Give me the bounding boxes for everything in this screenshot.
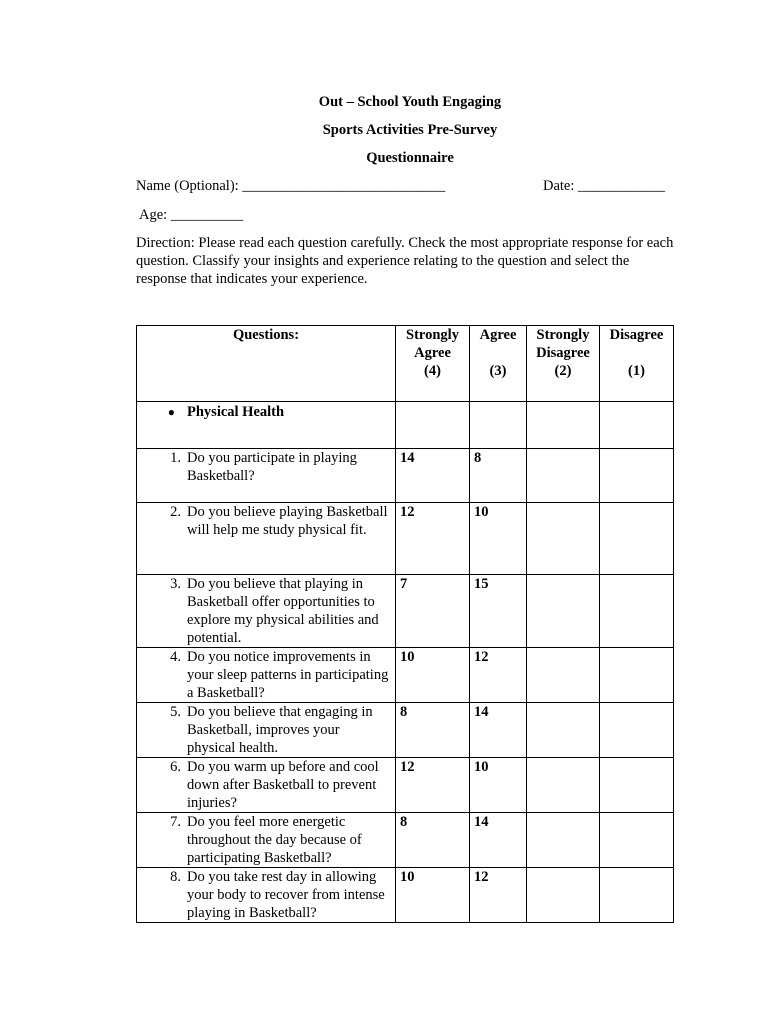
table-row bbox=[137, 575, 674, 648]
section-title: Physical Health bbox=[187, 404, 285, 420]
question-text: Do you feel more energetic throughout the day because of participating Basketball? bbox=[187, 814, 362, 866]
cell-strongly-agree: 8 bbox=[396, 703, 470, 758]
cell-strongly-agree: 10 bbox=[396, 868, 470, 923]
question-number: 3. bbox=[170, 576, 181, 592]
cell-disagree bbox=[600, 503, 674, 575]
cell-strongly-disagree bbox=[527, 703, 600, 758]
cell-strongly-disagree bbox=[527, 648, 600, 703]
table-cell bbox=[470, 402, 527, 449]
table-header-row bbox=[137, 326, 674, 402]
cell-strongly-agree: 10 bbox=[396, 648, 470, 703]
cell-strongly-disagree bbox=[527, 449, 600, 503]
title-line-2: Sports Activities Pre-Survey bbox=[322, 122, 498, 138]
age-field-label: Age: __________ bbox=[139, 207, 244, 223]
table-cell bbox=[527, 402, 600, 449]
name-field-label: Name (Optional): ____________________________ bbox=[136, 178, 446, 194]
title-line-1: Out – School Youth Engaging bbox=[318, 94, 502, 110]
cell-disagree bbox=[600, 703, 674, 758]
table-row bbox=[137, 503, 674, 575]
question-number: 7. bbox=[170, 814, 181, 830]
cell-strongly-disagree bbox=[527, 758, 600, 813]
cell-disagree bbox=[600, 758, 674, 813]
header-disagree: Disagree (1) bbox=[600, 326, 674, 402]
question-text: Do you believe that playing in Basketball offer opportunities to explore my physical abilities and potential. bbox=[187, 576, 379, 646]
section-row bbox=[137, 402, 674, 449]
cell-disagree bbox=[600, 449, 674, 503]
cell-disagree bbox=[600, 813, 674, 868]
header-strongly-disagree: Strongly Disagree (2) bbox=[527, 326, 600, 402]
header-agree: Agree (3) bbox=[470, 326, 527, 402]
question-number: 4. bbox=[170, 649, 181, 665]
table-row bbox=[137, 449, 674, 503]
bullet-icon: ● bbox=[167, 405, 175, 419]
table-row bbox=[137, 648, 674, 703]
question-text: Do you warm up before and cool down after Basketball to prevent injuries? bbox=[187, 759, 379, 811]
cell-agree: 15 bbox=[470, 575, 527, 648]
table-cell bbox=[396, 402, 470, 449]
cell-agree: 12 bbox=[470, 648, 527, 703]
cell-agree: 8 bbox=[470, 449, 527, 503]
question-text: Do you believe playing Basketball will help me study physical fit. bbox=[187, 504, 388, 538]
date-field-label: Date: ____________ bbox=[543, 178, 666, 194]
cell-disagree bbox=[600, 575, 674, 648]
question-number: 2. bbox=[170, 504, 181, 520]
cell-strongly-disagree bbox=[527, 503, 600, 575]
table-row bbox=[137, 703, 674, 758]
direction-text: Direction: Please read each question carefully. Check the most appropriate response for each question. Classify your insights and experience relating to the question and select the response that indicates your experience. bbox=[136, 235, 674, 287]
cell-agree: 10 bbox=[470, 758, 527, 813]
cell-strongly-disagree bbox=[527, 868, 600, 923]
question-number: 8. bbox=[170, 869, 181, 885]
cell-strongly-agree: 8 bbox=[396, 813, 470, 868]
question-number: 6. bbox=[170, 759, 181, 775]
table-row bbox=[137, 758, 674, 813]
cell-strongly-agree: 12 bbox=[396, 503, 470, 575]
table-cell bbox=[600, 402, 674, 449]
table-row bbox=[137, 868, 674, 923]
cell-agree: 12 bbox=[470, 868, 527, 923]
cell-strongly-disagree bbox=[527, 813, 600, 868]
cell-strongly-agree: 14 bbox=[396, 449, 470, 503]
question-text: Do you participate in playing Basketball? bbox=[187, 450, 357, 484]
cell-strongly-disagree bbox=[527, 575, 600, 648]
cell-disagree bbox=[600, 868, 674, 923]
question-text: Do you believe that engaging in Basketball, improves your physical health. bbox=[187, 704, 373, 756]
cell-strongly-agree: 12 bbox=[396, 758, 470, 813]
header-questions: Questions: bbox=[137, 326, 396, 402]
cell-agree: 10 bbox=[470, 503, 527, 575]
cell-agree: 14 bbox=[470, 813, 527, 868]
cell-disagree bbox=[600, 648, 674, 703]
title-line-3: Questionnaire bbox=[366, 150, 454, 166]
question-number: 1. bbox=[170, 450, 181, 466]
cell-strongly-agree: 7 bbox=[396, 575, 470, 648]
question-text: Do you notice improvements in your sleep patterns in participating a Basketball? bbox=[187, 649, 389, 701]
question-number: 5. bbox=[170, 704, 181, 720]
header-strongly-agree: Strongly Agree (4) bbox=[396, 326, 470, 402]
table-row bbox=[137, 813, 674, 868]
question-text: Do you take rest day in allowing your body to recover from intense playing in Basketball? bbox=[187, 869, 385, 921]
cell-agree: 14 bbox=[470, 703, 527, 758]
survey-table bbox=[136, 325, 674, 923]
